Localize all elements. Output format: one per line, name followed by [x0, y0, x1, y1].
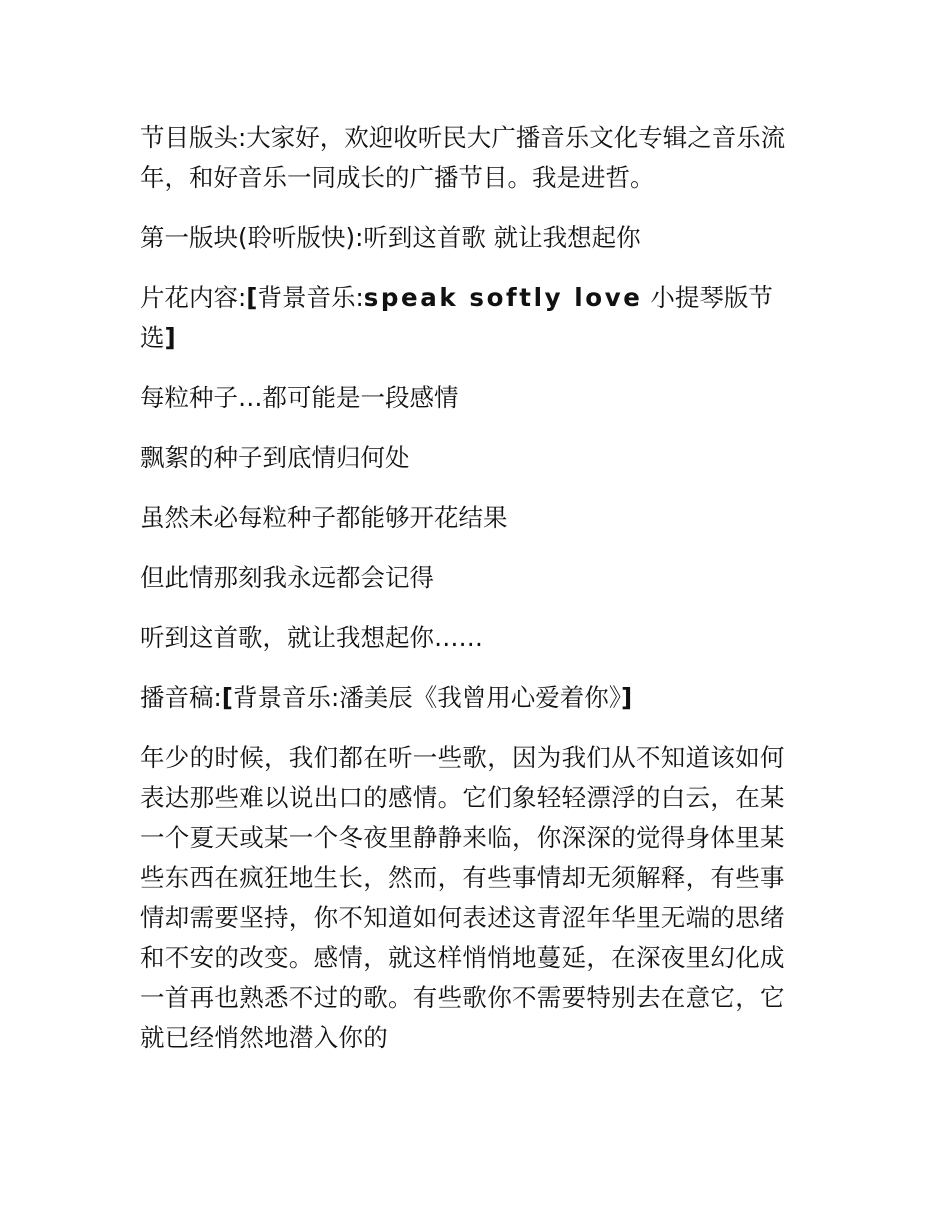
broadcast-bg-music: 背景音乐:潘美辰《我曾用心爱着你》	[232, 683, 621, 712]
lyric-line: 虽然未必每粒种子都能够开花结果	[140, 503, 508, 532]
section-one-title: 第一版块(聆听版快):听到这首歌 就让我想起你	[140, 223, 641, 252]
lyric-line: 每粒种子…都可能是一段感情	[140, 383, 459, 412]
jingle-bracket-close: ]	[164, 323, 176, 352]
jingle-bg-label: 背景音乐:	[257, 283, 364, 312]
jingle-content-paragraph	[140, 278, 800, 358]
jingle-suffix: 小提琴版节选	[140, 283, 773, 352]
lyric-line: 飘絮的种子到底情归何处	[140, 443, 410, 472]
broadcast-body-paragraph: 年少的时候，我们都在听一些歌，因为我们从不知道该如何表达那些难以说出口的感情。它们象轻轻漂浮的白云，在某一个夏天或某一个冬夜里静静来临，你深深的觉得身体里某些东西在疯狂地生长，然而，有些事情却无须解释，有些事情却需要坚持，你不知道如何表述这青涩年华里无端的思绪和不安的改变。感情，就这样悄悄地蔓延，在深夜里幻化成一首再也熟悉不过的歌。有些歌你不需要特别去在意它，它就已经悄然地潜入你的	[140, 743, 785, 1052]
broadcast-bracket-close: ]	[620, 683, 633, 712]
broadcast-bracket-open: [	[221, 683, 233, 712]
broadcast-script-heading	[140, 678, 800, 718]
jingle-prefix: 片花内容:	[140, 283, 247, 312]
broadcast-prefix: 播音稿:	[140, 683, 222, 712]
document-content	[140, 118, 800, 1078]
lyric-line: 听到这首歌，就让我想起你……	[140, 623, 483, 652]
jingle-bracket-open: [	[246, 283, 258, 312]
jingle-song-title: speak softly love	[363, 283, 643, 312]
lyric-line: 但此情那刻我永远都会记得	[140, 563, 434, 592]
program-header-paragraph: 节目版头:大家好，欢迎收听民大广播音乐文化专辑之音乐流年，和好音乐一同成长的广播节目。我是进哲。	[140, 123, 786, 192]
